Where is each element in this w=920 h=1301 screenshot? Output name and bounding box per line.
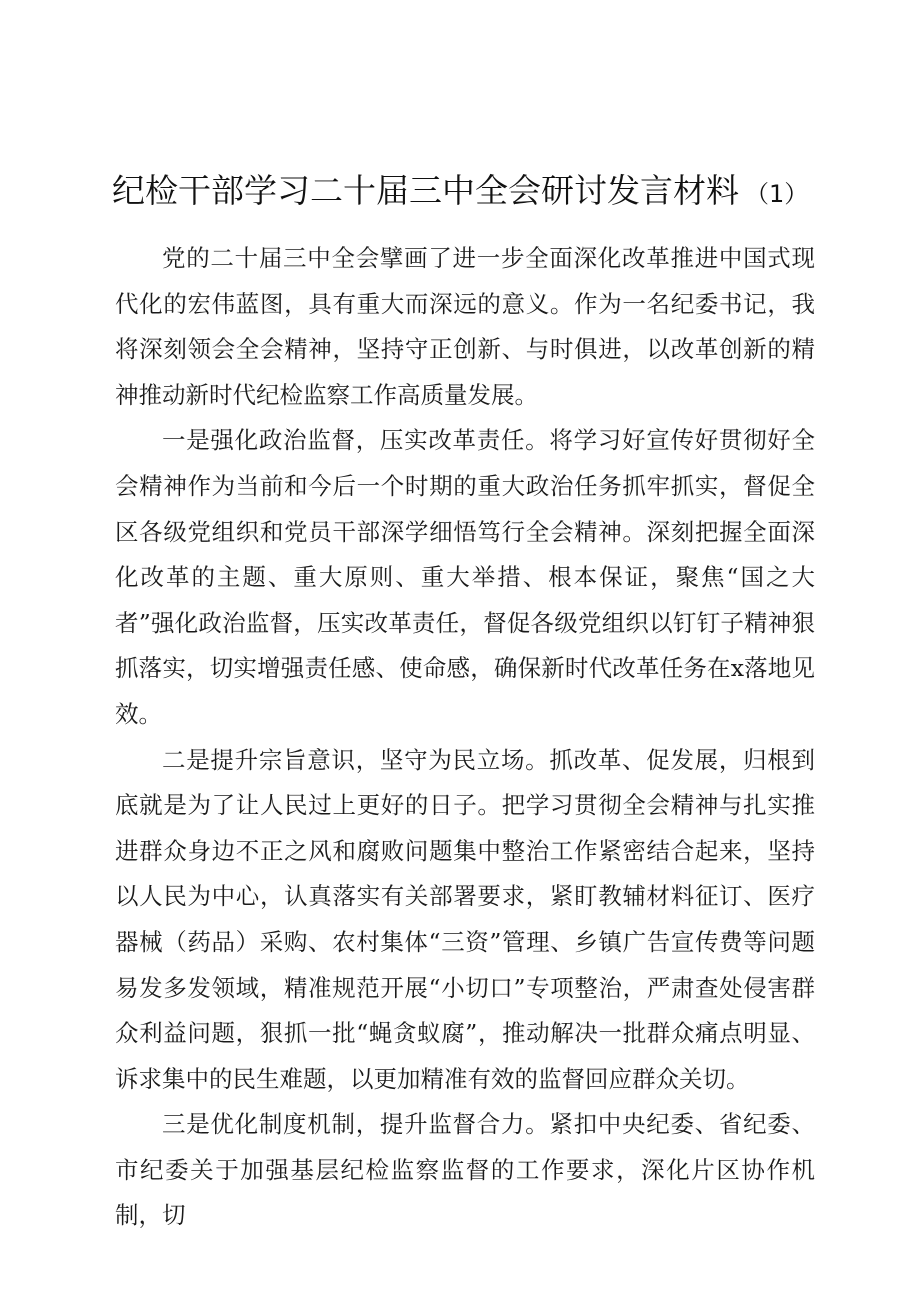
document-title-text: 纪检干部学习二十届三中全会研讨发言材料 xyxy=(112,171,739,210)
paragraph-point-three: 三是优化制度机制，提升监督合力。紧扣中央纪委、省纪委、市纪委关于加强基层纪检监察监督的工作要求，深化片区协作机制，切 xyxy=(115,1110,815,1230)
paragraph-intro: 党的二十届三中全会擘画了进一步全面深化改革推进中国式现代化的宏伟蓝图，具有重大而深远的意义。作为一名纪委书记，我将深刻领会全会精神，坚持守正创新、与时俱进，以改革创新的精神推动新时代纪检监察工作高质量发展。 xyxy=(115,244,815,409)
document-title-number: （1） xyxy=(745,180,809,208)
paragraph-point-two: 二是提升宗旨意识，坚守为民立场。抓改革、促发展，归根到底就是为了让人民过上更好的日子。把学习贯彻全会精神与扎实推进群众身边不正之风和腐败问题集中整治工作紧密结合起来，坚持以人民为中心，认真落实有关部署要求，紧盯教辅材料征订、医疗器械（药品）采购、农村集体“三资”管理、乡镇广告宣传费等问题易发多发领域，精准规范开展“小切口”专项整治，严肃查处侵害群众利益问题，狠抓一批“蝇贪蚁腐”，推动解决一批群众痛点明显、诉求集中的民生难题，以更加精准有效的监督回应群众关切。 xyxy=(115,745,815,1093)
document-title xyxy=(112,168,812,217)
paragraph-point-one: 一是强化政治监督，压实改革责任。将学习好宣传好贯彻好全会精神作为当前和今后一个时期的重大政治任务抓牢抓实，督促全区各级党组织和党员干部深学细悟笃行全会精神。深刻把握全面深化改革的主题、重大原则、重大举措、根本保证，聚焦“国之大者”强化政治监督，压实改革责任，督促各级党组织以钉钉子精神狠抓落实，切实增强责任感、使命感，确保新时代改革任务在x落地见效。 xyxy=(115,426,815,728)
document-body xyxy=(115,236,815,1239)
